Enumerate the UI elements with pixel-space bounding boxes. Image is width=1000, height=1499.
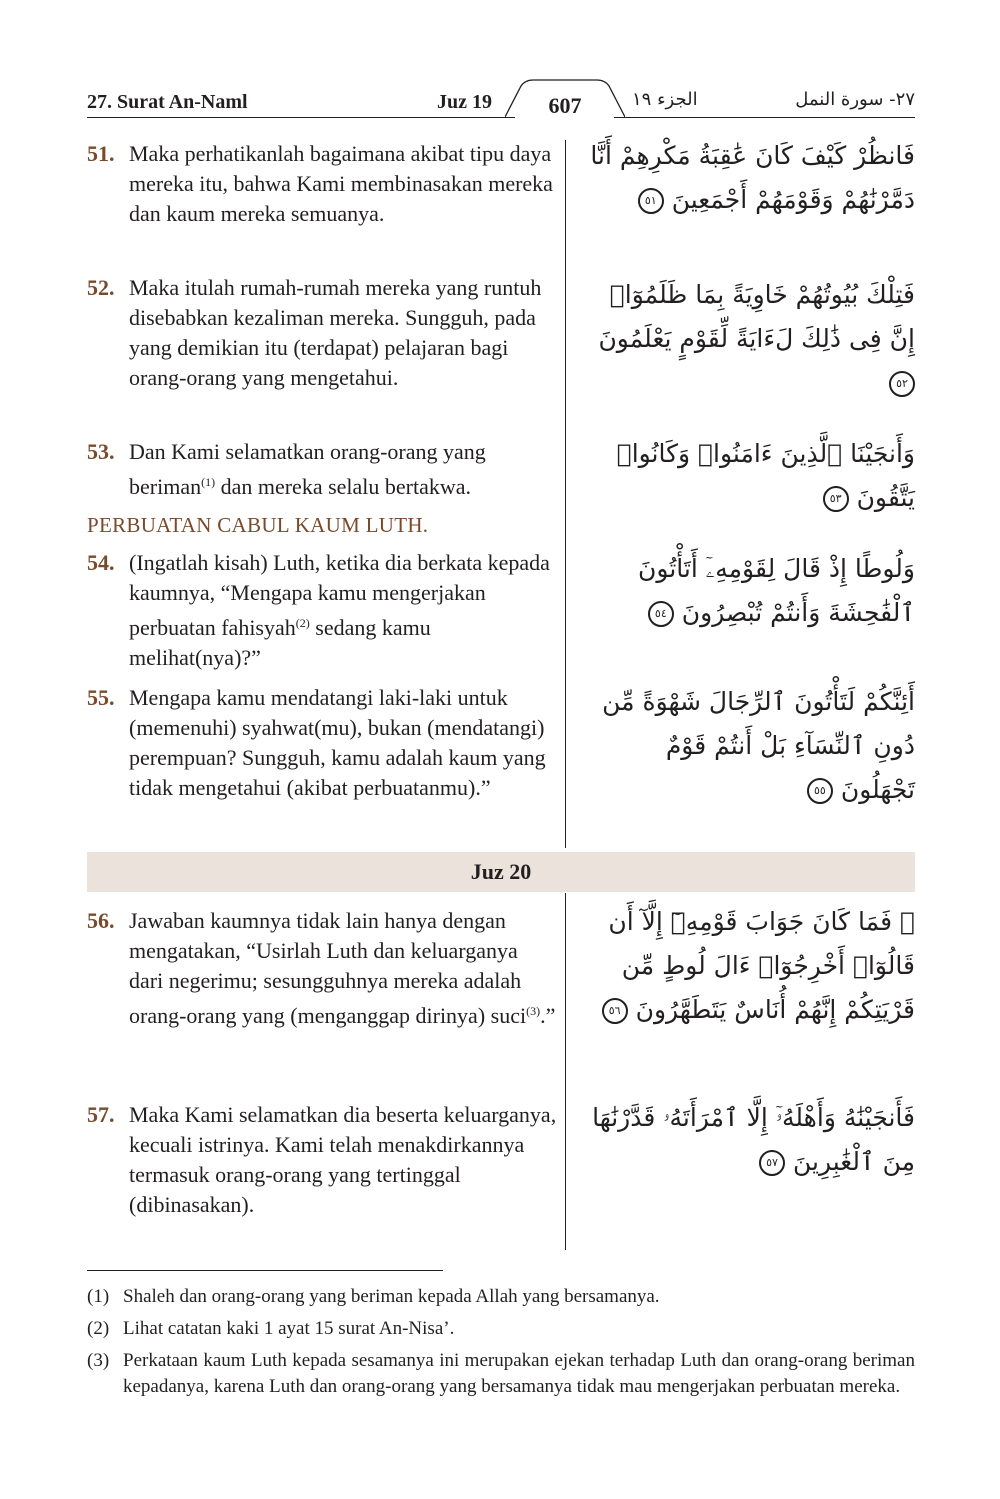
verse-number: 54.: [87, 550, 115, 575]
footnote-2: [87, 1316, 915, 1342]
page-header: [87, 88, 915, 128]
verse-56-translation: [87, 906, 557, 1031]
verse-text-part: (Ingatlah kisah) Luth, ketika dia berkata kepada kaumnya, “Mengapa kamu mengerjakan perbuatan fahisyah: [129, 550, 550, 640]
verse-number: 56.: [87, 908, 115, 933]
verse-53-translation: [87, 437, 557, 502]
verse-text: Maka perhatikanlah bagaimana akibat tipu daya mereka itu, bahwa Kami membinasakan mereka dan kaum mereka semuanya.: [129, 141, 553, 226]
verse-text: [87, 548, 557, 673]
verse-text: Maka Kami selamatkan dia beserta keluarganya, kecuali istrinya. Kami telah menakdirkannya termasuk orang-orang yang tertinggal (dibinasakan).: [129, 1102, 557, 1217]
verse-text-part: dan mereka selalu bertakwa.: [215, 474, 472, 499]
footnote-text: Lihat catatan kaki 1 ayat 15 surat An-Nisa’.: [123, 1318, 455, 1339]
juz-label-latin: Juz 19: [437, 91, 492, 113]
column-divider: [565, 893, 566, 1250]
verse-number: 55.: [87, 685, 115, 710]
footnote-1: [87, 1284, 915, 1310]
verse-number: 51.: [87, 141, 115, 166]
header-rule-right: [614, 117, 915, 118]
verse-54-translation: [87, 548, 557, 673]
footnote-ref[interactable]: (2): [295, 616, 310, 630]
arabic-text: أَئِنَّكُمْ لَتَأْتُونَ ٱلرِّجَالَ شَهْوَةً مِّن دُونِ ٱلنِّسَآءِ بَلْ أَنتُمْ قَوْمٌ تَجْهَلُونَ: [602, 687, 915, 804]
footnote-number: (1): [87, 1286, 110, 1307]
footnote-text: Shaleh dan orang-orang yang beriman kepada Allah yang bersamanya.: [123, 1286, 660, 1307]
footnote-text: Perkataan kaum Luth kepada sesamanya ini merupakan ejekan terhadap Luth dan orang-orang beriman kepadanya, karena Luth dan orang-orang yang bersamanya tidak mau mengerjakan perbuatan mereka.: [123, 1350, 915, 1397]
verse-text-part: Dan Kami selamatkan orang-orang yang beriman: [129, 439, 486, 499]
juz-divider-band: [87, 852, 915, 892]
verse-57-translation: [87, 1100, 557, 1220]
arabic-text: وَلُوطًا إِذْ قَالَ لِقَوْمِهِۦٓ أَتَأْتُونَ ٱلْفَٰحِشَةَ وَأَنتُمْ تُبْصِرُونَ: [638, 554, 915, 627]
surah-title-arabic: ٢٧- سورة النمل: [795, 89, 915, 110]
header-rule-left: [87, 117, 515, 118]
footnote-rule: [87, 1270, 443, 1271]
juz-label-arabic: الجزء ١٩: [632, 89, 698, 110]
footnote-number: (3): [87, 1350, 110, 1371]
column-divider: [565, 140, 566, 848]
footnote-number: (2): [87, 1318, 110, 1339]
ayah-end-marker: ٥٥: [807, 778, 833, 804]
page-number: 607: [548, 93, 582, 118]
footnote-ref[interactable]: (1): [201, 475, 216, 489]
verse-54-arabic: [585, 547, 915, 635]
verse-52-translation: [87, 273, 557, 393]
juz-band-label: Juz 20: [470, 859, 532, 884]
footnote-3: [87, 1348, 915, 1400]
verse-text: Maka itulah rumah-rumah mereka yang runtuh disebabkan kezaliman mereka. Sungguh, pada yang demikian itu (terdapat) pelajaran bagi orang-orang yang mengetahui.: [129, 275, 542, 390]
verse-text: [87, 437, 557, 502]
verse-text-part: Jawaban kaumnya tidak lain hanya dengan mengatakan, “Usirlah Luth dan keluarganya dari negerimu; sesungguhnya mereka adalah orang-orang yang (menganggap dirinya) suci: [129, 908, 527, 1028]
verse-number: 52.: [87, 275, 115, 300]
verse-text-part: .”: [540, 1003, 556, 1028]
section-title: PERBUATAN CABUL KAUM LUTH.: [87, 513, 429, 537]
ayah-end-marker: ٥٦: [602, 998, 628, 1024]
verse-55-translation: [87, 683, 557, 803]
ayah-end-marker: ٥١: [638, 188, 664, 214]
arabic-text: فَانظُرْ كَيْفَ كَانَ عَٰقِبَةُ مَكْرِهِمْ أَنَّا دَمَّرْنَٰهُمْ وَقَوْمَهُمْ أَجْمَعِينَ: [590, 141, 915, 214]
arabic-text: فَتِلْكَ بُيُوتُهُمْ خَاوِيَةً بِمَا ظَلَمُوٓا۟ إِنَّ فِى ذَٰلِكَ لَءَايَةً لِّقَوْمٍ يَعْلَمُونَ: [598, 280, 915, 353]
verse-52-arabic: [585, 273, 915, 405]
arabic-text: ۞ فَمَا كَانَ جَوَابَ قَوْمِهِۦٓ إِلَّآ أَن قَالُوٓا۟ أَخْرِجُوٓا۟ ءَالَ لُوطٍ مِّن قَرْيَتِكُمْ إِنَّهُمْ أُنَاسٌ يَتَطَهَّرُونَ: [608, 907, 915, 1024]
footnote-ref[interactable]: (3): [526, 1004, 541, 1018]
verse-text: [87, 906, 557, 1031]
verse-56-arabic: [585, 900, 915, 1032]
surah-title-latin: 27. Surat An-Naml: [87, 91, 248, 113]
verse-number: 57.: [87, 1102, 115, 1127]
arabic-text: وَأَنجَيْنَا ٱلَّذِينَ ءَامَنُوا۟ وَكَانُوا۟ يَتَّقُونَ: [616, 439, 915, 512]
verse-text-part: sedang kamu melihat(nya)?”: [129, 615, 431, 670]
verse-number: 53.: [87, 439, 115, 464]
verse-55-arabic: [585, 680, 915, 812]
ayah-end-marker: ٥٣: [823, 486, 849, 512]
verse-51-translation: [87, 139, 557, 229]
ayah-end-marker: ٥٤: [648, 601, 674, 627]
verse-57-arabic: [585, 1096, 915, 1184]
arabic-text: فَأَنجَيْنَٰهُ وَأَهْلَهُۥٓ إِلَّا ٱمْرَأَتَهُۥ قَدَّرْنَٰهَا مِنَ ٱلْغَٰبِرِينَ: [592, 1103, 915, 1176]
ayah-end-marker: ٥٢: [889, 371, 915, 397]
verse-51-arabic: [585, 134, 915, 222]
verse-53-arabic: [585, 432, 915, 520]
verse-text: Mengapa kamu mendatangi laki-laki untuk (memenuhi) syahwat(mu), bukan (mendatangi) perempuan? Sungguh, kamu adalah kaum yang tidak mengetahui (akibat perbuatanmu).”: [129, 685, 546, 800]
ayah-end-marker: ٥٧: [759, 1150, 785, 1176]
